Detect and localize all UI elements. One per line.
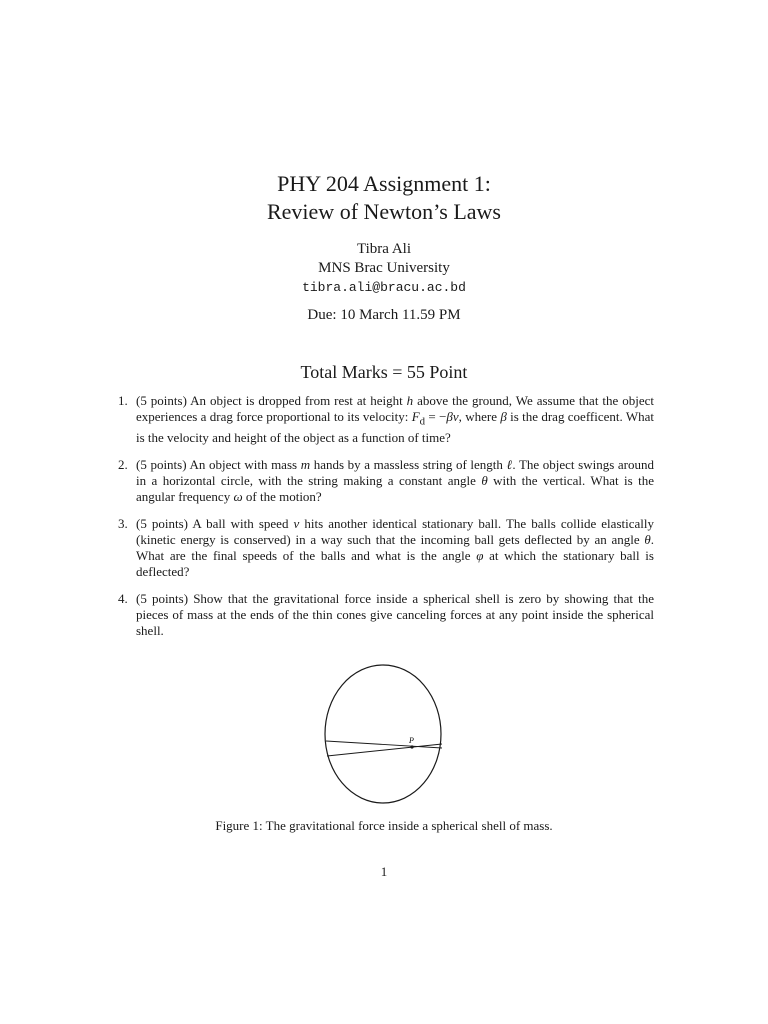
page-number: 1 bbox=[380, 864, 388, 879]
math-symbol: F bbox=[411, 409, 420, 424]
problem-item bbox=[118, 516, 654, 580]
due-date: Due: 10 March 11.59 PM bbox=[307, 307, 461, 323]
problem-text: with the vertical. What is the angular frequency bbox=[136, 472, 654, 504]
problem-text: of the motion? bbox=[242, 488, 322, 504]
math-symbol: h bbox=[406, 393, 414, 408]
problem-number: 1. bbox=[118, 393, 128, 408]
title-line-2: Review of Newton’s Laws bbox=[266, 199, 501, 224]
problem-text: , where bbox=[458, 409, 501, 424]
problem-text: . The object swings around in a horizontal circle, with the string making a constant angle bbox=[136, 456, 654, 488]
math-symbol: ℓ bbox=[506, 456, 513, 472]
problem-points: (5 points) bbox=[136, 393, 187, 408]
math-symbol: θ bbox=[481, 472, 488, 488]
math-symbol: β bbox=[500, 409, 507, 424]
math-symbol: θ bbox=[644, 531, 651, 547]
problem-text: hands by a massless string of length bbox=[310, 456, 507, 472]
math-symbol: βv bbox=[446, 409, 459, 424]
problem-list bbox=[118, 393, 654, 650]
document-title bbox=[0, 170, 768, 226]
problem-text: A ball with speed bbox=[192, 515, 294, 531]
cone-line-upper bbox=[326, 741, 442, 748]
shell-circle bbox=[325, 665, 441, 803]
problem-text: An object is dropped from rest at height bbox=[190, 393, 407, 408]
math-symbol: ω bbox=[233, 488, 243, 504]
problem-points: (5 points) bbox=[136, 515, 189, 531]
problem-text: An object with mass bbox=[189, 456, 301, 472]
problem-number: 4. bbox=[118, 590, 128, 606]
problem-number: 3. bbox=[118, 515, 128, 531]
problem-text: Show that the gravitational force inside a spherical shell is zero by showing that the pieces of mass at the ends of the thin cones give canceling forces at any point inside the spherical shell. bbox=[136, 590, 654, 638]
math-symbol: φ bbox=[476, 547, 484, 563]
author-block bbox=[0, 240, 768, 297]
problem-points: (5 points) bbox=[136, 590, 189, 606]
problem-item bbox=[118, 591, 654, 639]
problem-text: is the drag coefficent. What is the velocity and height of the object as a function of time? bbox=[136, 409, 654, 445]
problem-text: at which the stationary ball is deflected? bbox=[136, 547, 654, 579]
problem-text: . What are the final speeds of the balls and what is the angle bbox=[136, 531, 654, 563]
author-name: Tibra Ali bbox=[356, 241, 412, 257]
title-line-1: PHY 204 Assignment 1: bbox=[277, 171, 491, 196]
problem-points: (5 points) bbox=[136, 456, 187, 472]
problem-text: above the ground, We assume that the object experiences a drag force proportional to its velocity: bbox=[136, 393, 654, 424]
author-affiliation: MNS Brac University bbox=[318, 260, 450, 276]
math-subscript: d bbox=[419, 415, 426, 428]
problem-item bbox=[118, 457, 654, 505]
math-symbol: v bbox=[293, 515, 300, 531]
total-marks-heading: Total Marks = 55 Point bbox=[300, 362, 468, 382]
problem-text: = − bbox=[425, 409, 447, 424]
cone-line-lower bbox=[327, 744, 442, 756]
author-email: tibra.ali@bracu.ac.bd bbox=[302, 280, 466, 295]
figure-caption: Figure 1: The gravitational force inside a spherical shell of mass. bbox=[215, 818, 553, 833]
problem-text: hits another identical stationary ball. The balls collide elastically (kinetic energy is conserved) in a way such that the incoming ball gets deflected by an angle bbox=[136, 515, 654, 547]
spherical-shell-figure bbox=[318, 660, 450, 808]
problem-item bbox=[118, 393, 654, 446]
math-symbol: m bbox=[300, 456, 311, 472]
point-p-marker bbox=[410, 745, 413, 748]
problem-number: 2. bbox=[118, 456, 128, 472]
point-p-label: P bbox=[409, 736, 414, 745]
